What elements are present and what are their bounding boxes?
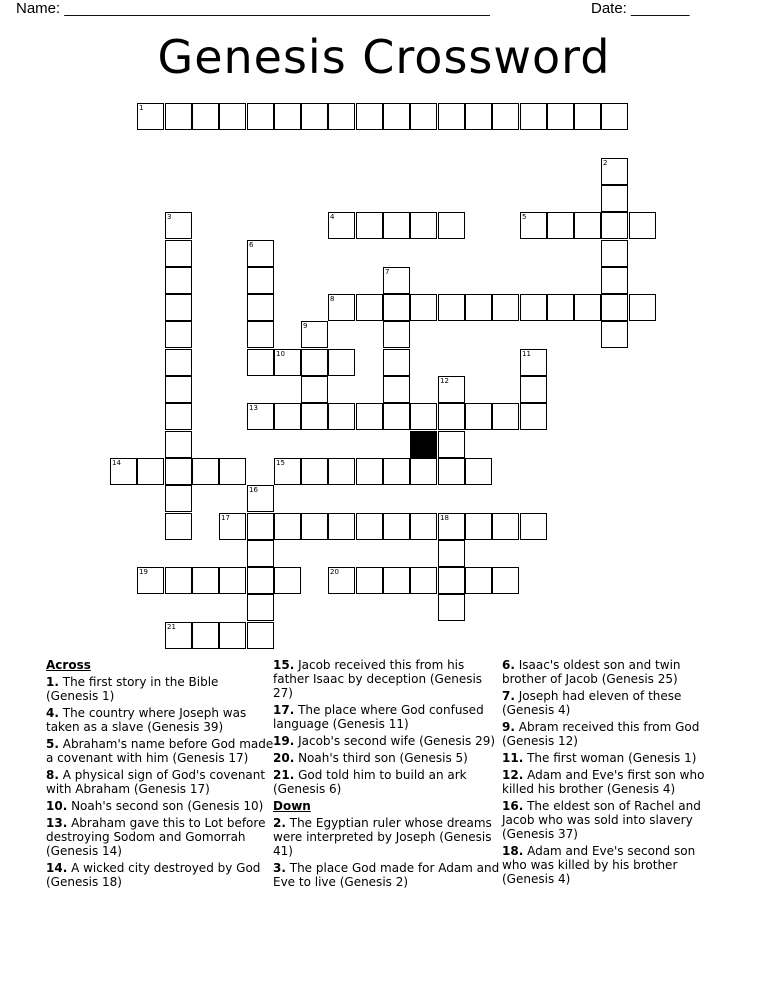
clue-number: 7 xyxy=(385,268,390,276)
clue-item xyxy=(502,768,722,796)
clue-item xyxy=(502,799,722,841)
grid-cell[interactable] xyxy=(383,458,410,485)
clue-item-text: Jacob's second wife (Genesis 29) xyxy=(294,734,496,748)
clue-number: 21 xyxy=(167,623,176,631)
grid-cell[interactable] xyxy=(165,267,192,294)
grid-cell[interactable] xyxy=(383,321,410,348)
clue-item-text: The first story in the Bible (Genesis 1) xyxy=(46,675,219,703)
clue-item-number: 14. xyxy=(46,861,68,875)
clue-item-text: A physical sign of God's covenant with Abraham (Genesis 17) xyxy=(46,768,266,796)
clues-column-2 xyxy=(273,658,501,892)
grid-cell[interactable] xyxy=(165,212,192,239)
clue-item xyxy=(273,768,501,796)
grid-cell[interactable] xyxy=(410,567,437,594)
clue-number: 17 xyxy=(221,514,230,522)
grid-cell[interactable] xyxy=(328,403,355,430)
grid-cell[interactable] xyxy=(356,567,383,594)
clue-number: 13 xyxy=(249,404,258,412)
grid-cell[interactable] xyxy=(274,567,301,594)
grid-cell[interactable] xyxy=(301,376,328,403)
grid-cell[interactable] xyxy=(383,376,410,403)
grid-cell[interactable] xyxy=(520,212,547,239)
grid-cell[interactable] xyxy=(219,622,246,649)
grid-cell[interactable] xyxy=(465,458,492,485)
grid-cell[interactable] xyxy=(247,267,274,294)
grid-cell[interactable] xyxy=(547,294,574,321)
clue-item xyxy=(502,658,722,686)
grid-cell[interactable] xyxy=(547,212,574,239)
clue-number: 20 xyxy=(330,568,339,576)
clue-item-number: 7. xyxy=(502,689,515,703)
grid-cell[interactable] xyxy=(383,267,410,294)
grid-cell[interactable] xyxy=(601,294,628,321)
grid-cell[interactable] xyxy=(328,294,355,321)
clue-item-number: 6. xyxy=(502,658,515,672)
grid-cell[interactable] xyxy=(301,349,328,376)
clue-number: 9 xyxy=(303,322,308,330)
grid-cell[interactable] xyxy=(492,567,519,594)
grid-cell[interactable] xyxy=(438,513,465,540)
grid-cell[interactable] xyxy=(601,185,628,212)
clue-item-number: 19. xyxy=(273,734,295,748)
grid-cell[interactable] xyxy=(247,485,274,512)
grid-cell[interactable] xyxy=(274,403,301,430)
grid-cell[interactable] xyxy=(274,103,301,130)
grid-cell[interactable] xyxy=(301,403,328,430)
grid-cell[interactable] xyxy=(274,458,301,485)
grid-cell[interactable] xyxy=(574,294,601,321)
page-title: Genesis Crossword xyxy=(157,30,611,84)
clue-number: 14 xyxy=(112,459,121,467)
grid-cell[interactable] xyxy=(247,594,274,621)
grid-cell[interactable] xyxy=(165,622,192,649)
grid-cell[interactable] xyxy=(438,376,465,403)
clue-item-number: 17. xyxy=(273,703,295,717)
grid-cell[interactable] xyxy=(192,622,219,649)
grid-cell[interactable] xyxy=(137,567,164,594)
clue-item-number: 16. xyxy=(502,799,524,813)
grid-cell[interactable] xyxy=(520,513,547,540)
grid-cell[interactable] xyxy=(274,349,301,376)
clue-item-text: Jacob received this from his father Isaac by deception (Genesis 27) xyxy=(273,658,483,700)
grid-cell[interactable] xyxy=(438,294,465,321)
grid-cell[interactable] xyxy=(165,240,192,267)
clue-number: 11 xyxy=(522,350,531,358)
clue-item xyxy=(502,751,722,765)
grid-cell[interactable] xyxy=(247,321,274,348)
grid-cell[interactable] xyxy=(247,567,274,594)
grid-cell[interactable] xyxy=(601,103,628,130)
clue-item-number: 15. xyxy=(273,658,295,672)
clue-item-text: Isaac's oldest son and twin brother of Jacob (Genesis 25) xyxy=(502,658,681,686)
clue-item-text: Abraham's name before God made a covenant with him (Genesis 17) xyxy=(46,737,274,765)
clue-number: 15 xyxy=(276,459,285,467)
grid-cell[interactable] xyxy=(410,458,437,485)
grid-cell[interactable] xyxy=(438,540,465,567)
grid-cell[interactable] xyxy=(520,294,547,321)
date-field[interactable]: Date: _______ xyxy=(591,0,690,17)
grid-cell[interactable] xyxy=(520,403,547,430)
grid-cell[interactable] xyxy=(574,212,601,239)
clue-number: 1 xyxy=(139,104,144,112)
grid-cell[interactable] xyxy=(465,513,492,540)
grid-cell[interactable] xyxy=(356,103,383,130)
grid-cell[interactable] xyxy=(274,513,301,540)
clue-number: 10 xyxy=(276,350,285,358)
grid-cell[interactable] xyxy=(356,212,383,239)
clue-item xyxy=(46,816,274,858)
grid-cell[interactable] xyxy=(465,567,492,594)
clue-item-number: 11. xyxy=(502,751,524,765)
clue-item xyxy=(273,658,501,700)
clue-number: 5 xyxy=(522,213,527,221)
grid-cell[interactable] xyxy=(438,103,465,130)
clue-item xyxy=(273,703,501,731)
grid-cell[interactable] xyxy=(165,431,192,458)
grid-cell[interactable] xyxy=(247,349,274,376)
clue-item-text: The place where God confused language (Genesis 11) xyxy=(273,703,484,731)
grid-cell[interactable] xyxy=(165,321,192,348)
grid-cell[interactable] xyxy=(492,403,519,430)
grid-cell[interactable] xyxy=(601,158,628,185)
grid-cell[interactable] xyxy=(492,103,519,130)
grid-cell[interactable] xyxy=(601,267,628,294)
clue-item-text: Noah's second son (Genesis 10) xyxy=(67,799,264,813)
grid-cell[interactable] xyxy=(219,513,246,540)
grid-cell[interactable] xyxy=(410,103,437,130)
grid-cell[interactable] xyxy=(165,294,192,321)
grid-cell[interactable] xyxy=(219,567,246,594)
clue-number: 18 xyxy=(440,514,449,522)
clue-item-text: A wicked city destroyed by God (Genesis 18) xyxy=(46,861,261,889)
clue-item-text: Joseph had eleven of these (Genesis 4) xyxy=(502,689,682,717)
grid-cell[interactable] xyxy=(165,403,192,430)
grid-cell[interactable] xyxy=(410,513,437,540)
grid-cell[interactable] xyxy=(301,513,328,540)
grid-cell[interactable] xyxy=(356,513,383,540)
grid-cell[interactable] xyxy=(383,513,410,540)
clue-item xyxy=(273,734,501,748)
clue-item-number: 3. xyxy=(273,861,286,875)
clue-item-text: Abraham gave this to Lot before destroying Sodom and Gomorrah (Genesis 14) xyxy=(46,816,266,858)
clue-item-text: Noah's third son (Genesis 5) xyxy=(294,751,468,765)
grid-cell[interactable] xyxy=(356,458,383,485)
clue-item xyxy=(502,689,722,717)
grid-cell[interactable] xyxy=(110,458,137,485)
grid-cell[interactable] xyxy=(137,103,164,130)
clue-item-number: 8. xyxy=(46,768,59,782)
grid-cell[interactable] xyxy=(328,458,355,485)
grid-cell[interactable] xyxy=(356,294,383,321)
grid-cell[interactable] xyxy=(247,540,274,567)
grid-cell[interactable] xyxy=(165,349,192,376)
grid-cell[interactable] xyxy=(356,403,383,430)
grid-cell[interactable] xyxy=(219,458,246,485)
grid-cell[interactable] xyxy=(165,485,192,512)
clue-item xyxy=(46,675,274,703)
clue-item xyxy=(502,720,722,748)
grid-cell[interactable] xyxy=(165,376,192,403)
grid-cell[interactable] xyxy=(438,567,465,594)
clue-number: 4 xyxy=(330,213,335,221)
grid-cell[interactable] xyxy=(383,294,410,321)
clue-number: 3 xyxy=(167,213,172,221)
grid-cell[interactable] xyxy=(247,513,274,540)
grid-cell[interactable] xyxy=(219,103,246,130)
blocked-cell xyxy=(410,431,437,458)
grid-cell[interactable] xyxy=(465,103,492,130)
clue-item-number: 4. xyxy=(46,706,59,720)
clue-item-text: The country where Joseph was taken as a slave (Genesis 39) xyxy=(46,706,247,734)
clue-number: 16 xyxy=(249,486,258,494)
grid-cell[interactable] xyxy=(165,513,192,540)
grid-cell[interactable] xyxy=(410,212,437,239)
grid-cell[interactable] xyxy=(383,212,410,239)
grid-cell[interactable] xyxy=(383,403,410,430)
clue-item-text: God told him to build an ark (Genesis 6) xyxy=(273,768,467,796)
clue-item-number: 5. xyxy=(46,737,59,751)
grid-cell[interactable] xyxy=(465,403,492,430)
down-heading: Down xyxy=(273,799,311,813)
grid-cell[interactable] xyxy=(328,513,355,540)
clue-item-number: 18. xyxy=(502,844,524,858)
grid-cell[interactable] xyxy=(438,458,465,485)
grid-cell[interactable] xyxy=(328,212,355,239)
grid-cell[interactable] xyxy=(629,212,656,239)
clue-item-number: 1. xyxy=(46,675,59,689)
grid-cell[interactable] xyxy=(520,349,547,376)
clue-item-text: Adam and Eve's first son who killed his brother (Genesis 4) xyxy=(502,768,705,796)
grid-cell[interactable] xyxy=(465,294,492,321)
grid-cell[interactable] xyxy=(601,240,628,267)
clue-item xyxy=(273,751,501,765)
grid-cell[interactable] xyxy=(438,431,465,458)
across-heading: Across xyxy=(46,658,91,672)
clue-item-number: 2. xyxy=(273,816,286,830)
grid-cell[interactable] xyxy=(601,321,628,348)
grid-cell[interactable] xyxy=(247,240,274,267)
grid-cell[interactable] xyxy=(438,594,465,621)
clue-item xyxy=(46,706,274,734)
grid-cell[interactable] xyxy=(629,294,656,321)
grid-cell[interactable] xyxy=(192,458,219,485)
clue-item-text: Abram received this from God (Genesis 12) xyxy=(502,720,700,748)
grid-cell[interactable] xyxy=(547,103,574,130)
clue-number: 12 xyxy=(440,377,449,385)
clue-number: 8 xyxy=(330,295,335,303)
clue-number: 19 xyxy=(139,568,148,576)
name-field[interactable]: Name: ___________________________________________________ xyxy=(16,0,490,17)
grid-cell[interactable] xyxy=(601,212,628,239)
grid-cell[interactable] xyxy=(301,458,328,485)
clue-item-number: 12. xyxy=(502,768,524,782)
grid-cell[interactable] xyxy=(383,103,410,130)
grid-cell[interactable] xyxy=(492,294,519,321)
grid-cell[interactable] xyxy=(520,103,547,130)
grid-cell[interactable] xyxy=(301,321,328,348)
clue-item xyxy=(46,799,274,813)
clue-item xyxy=(273,816,501,858)
grid-cell[interactable] xyxy=(165,567,192,594)
clue-item-number: 9. xyxy=(502,720,515,734)
clue-item-text: The first woman (Genesis 1) xyxy=(523,751,697,765)
grid-cell[interactable] xyxy=(301,103,328,130)
grid-cell[interactable] xyxy=(192,567,219,594)
clue-item-text: Adam and Eve's second son who was killed by his brother (Genesis 4) xyxy=(502,844,696,886)
grid-cell[interactable] xyxy=(410,403,437,430)
clue-item xyxy=(46,737,274,765)
grid-cell[interactable] xyxy=(192,103,219,130)
grid-cell[interactable] xyxy=(383,349,410,376)
clues-column-3 xyxy=(502,658,722,889)
grid-cell[interactable] xyxy=(165,103,192,130)
grid-cell[interactable] xyxy=(247,294,274,321)
clue-item xyxy=(273,861,501,889)
clue-number: 2 xyxy=(603,159,608,167)
grid-cell[interactable] xyxy=(438,403,465,430)
clue-item-text: The Egyptian ruler whose dreams were interpreted by Joseph (Genesis 41) xyxy=(273,816,492,858)
grid-cell[interactable] xyxy=(328,349,355,376)
grid-cell[interactable] xyxy=(328,103,355,130)
clue-number: 6 xyxy=(249,241,254,249)
clue-item-text: The eldest son of Rachel and Jacob who was sold into slavery (Genesis 37) xyxy=(502,799,701,841)
clue-item xyxy=(502,844,722,886)
clue-item xyxy=(46,861,274,889)
grid-cell[interactable] xyxy=(438,212,465,239)
grid-cell[interactable] xyxy=(137,458,164,485)
clue-item-number: 20. xyxy=(273,751,295,765)
grid-cell[interactable] xyxy=(165,458,192,485)
grid-cell[interactable] xyxy=(247,403,274,430)
clue-item-number: 21. xyxy=(273,768,295,782)
grid-cell[interactable] xyxy=(492,513,519,540)
clue-item-number: 10. xyxy=(46,799,68,813)
grid-cell[interactable] xyxy=(328,567,355,594)
grid-cell[interactable] xyxy=(520,376,547,403)
clues-column-1 xyxy=(46,658,274,892)
clue-item-text: The place God made for Adam and Eve to live (Genesis 2) xyxy=(273,861,500,889)
grid-cell[interactable] xyxy=(574,103,601,130)
clue-item-number: 13. xyxy=(46,816,68,830)
grid-cell[interactable] xyxy=(247,103,274,130)
grid-cell[interactable] xyxy=(410,294,437,321)
clue-item xyxy=(46,768,274,796)
grid-cell[interactable] xyxy=(247,622,274,649)
grid-cell[interactable] xyxy=(383,567,410,594)
